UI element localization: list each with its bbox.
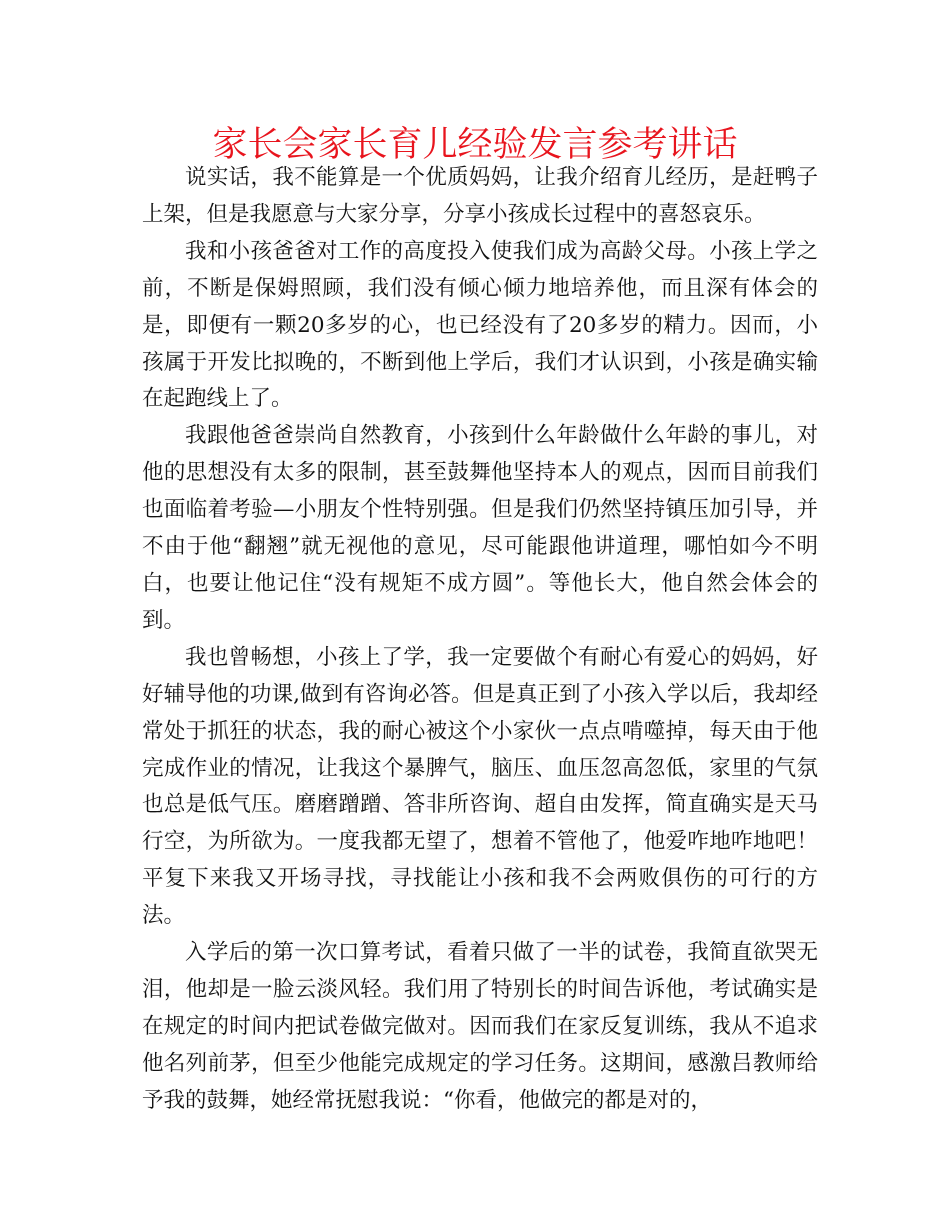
document-title: 家长会家长育儿经验发言参考讲话 (212, 125, 738, 165)
paragraph-1: 说实话，我不能算是一个优质妈妈，让我介绍育儿经历，是赶鸭子上架，但是我愿意与大家分享，分享小孩成长过程中的喜怒哀乐。 (142, 165, 818, 227)
paragraph-2: 我和小孩爸爸对工作的高度投入使我们成为高龄父母。小孩上学之前，不断是保姆照顾，我们没有倾心倾力地培养他，而且深有体会的是，即便有一颗20多岁的心，也已经没有了20多岁的精力。因而，小孩属于开发比拟晚的，不断到他上学后，我们才认识到，小孩是确实输在起跑线上了。 (142, 238, 818, 412)
paragraph-5: 入学后的第一次口算考试，看着只做了一半的试卷，我简直欲哭无泪，他却是一脸云淡风轻。我们用了特别长的时间告诉他，考试确实是在规定的时间内把试卷做完做对。因而我们在家反复训练，我从不追求他名列前茅，但至少他能完成规定的学习任务。这期间，感激吕教师给予我的鼓舞，她经常抚慰我说：“你看，他做完的都是对的， (142, 940, 818, 1113)
paragraph-4: 我也曾畅想，小孩上了学，我一定要做个有耐心有爱心的妈妈，好好辅导他的功课,做到有咨询必答。但是真正到了小孩入学以后，我却经常处于抓狂的状态，我的耐心被这个小家伙一点点啃噬掉，每天由于他完成作业的情况，让我这个暴脾气，脑压、血压忽高忽低，家里的气氛也总是低气压。磨磨蹭蹭、答非所咨询、超自由发挥，简直确实是天马行空，为所欲为。一度我都无望了，想着不管他了，他爱咋地咋地吧！平复下来我又开场寻找，寻找能让小孩和我不会两败俱伤的可行的方法。 (142, 644, 818, 929)
paragraph-3: 我跟他爸爸崇尚自然教育，小孩到什么年龄做什么年龄的事儿，对他的思想没有太多的限制，甚至鼓舞他坚持本人的观点，因而目前我们也面临着考验—小朋友个性特别强。但是我们仍然坚持镇压加引导，并不由于他“翻翘”就无视他的意见，尽可能跟他讲道理，哪怕如今不明白，也要让他记住“没有规矩不成方圆”。等他长大，他自然会体会的到。 (142, 423, 818, 633)
document-body (142, 160, 818, 1120)
